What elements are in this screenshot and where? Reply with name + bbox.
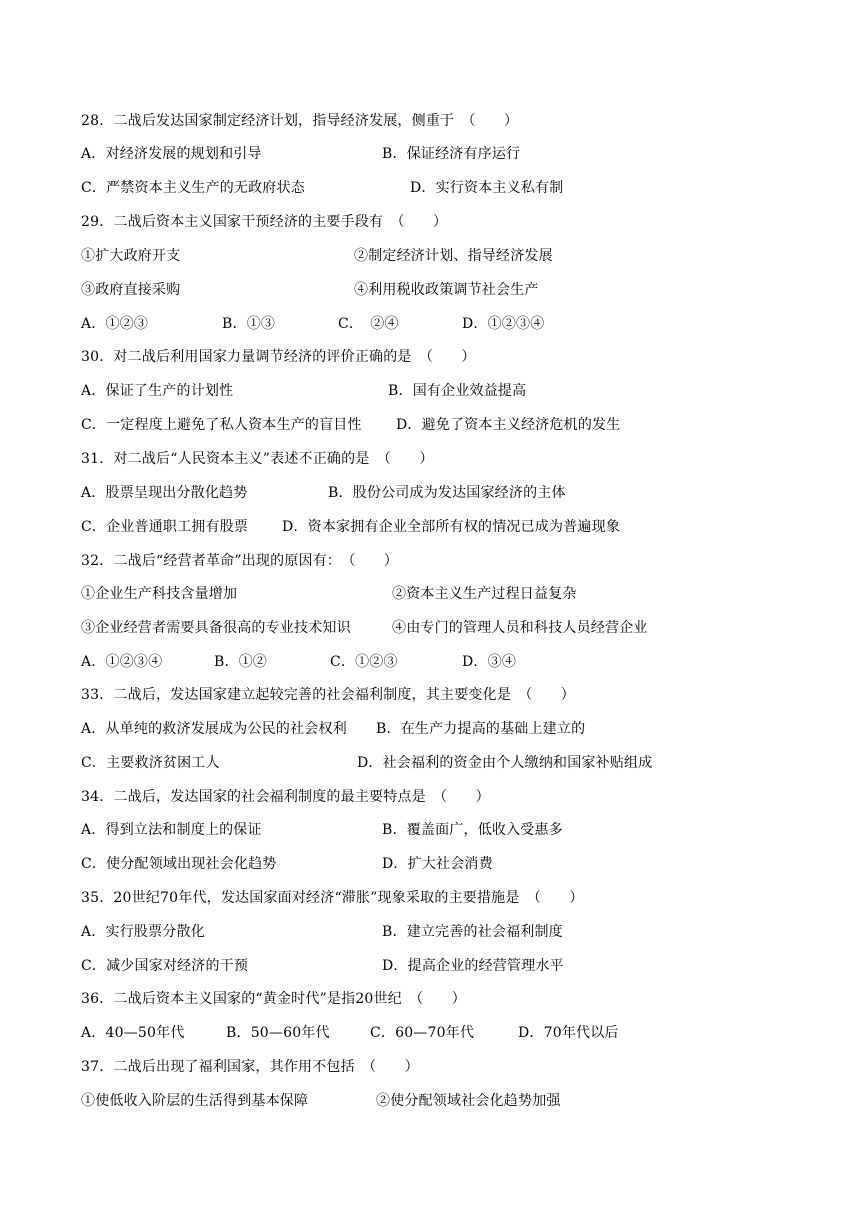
option-a: A．①②③④ <box>81 654 163 670</box>
option-d: D．社会福利的资金由个人缴纳和国家补贴组成 <box>357 755 653 771</box>
item-2: ②资本主义生产过程日益复杂 <box>392 586 577 602</box>
option-b: B．①③ <box>222 316 276 332</box>
option-b: B．50—60年代 <box>226 1025 330 1041</box>
option-a: A．得到立法和制度上的保证 <box>81 822 262 838</box>
option-a: A．保证了生产的计划性 <box>81 383 234 399</box>
question-33-stem: 33．二战后，发达国家建立起较完善的社会福利制度，其主要变化是 （ ） <box>81 687 576 703</box>
option-d: D．资本家拥有企业全部所有权的情况已成为普遍现象 <box>282 519 621 535</box>
option-a: A．①②③ <box>81 316 149 332</box>
question-37-stem: 37．二战后出现了福利国家，其作用不包括 （ ） <box>81 1059 419 1075</box>
question-29-stem: 29．二战后资本主义国家干预经济的主要手段有 （ ） <box>81 214 448 230</box>
question-31-stem: 31．对二战后“人民资本主义”表述不正确的是 （ ） <box>81 451 434 467</box>
option-d: D．扩大社会消费 <box>382 856 493 872</box>
option-c: C．使分配领域出现社会化趋势 <box>81 856 277 872</box>
option-b: B．保证经济有序运行 <box>382 146 521 162</box>
item-4: ④由专门的管理人员和科技人员经营企业 <box>392 620 648 636</box>
item-1: ①企业生产科技含量增加 <box>81 586 238 602</box>
option-c: C．严禁资本主义生产的无政府状态 <box>81 180 305 196</box>
question-36-stem: 36．二战后资本主义国家的“黄金时代”是指20世纪 （ ） <box>81 991 466 1007</box>
option-d: D．避免了资本主义经济危机的发生 <box>396 417 621 433</box>
question-35-stem: 35．20世纪70年代，发达国家面对经济“滞胀”现象采取的主要措施是 （ ） <box>81 890 584 906</box>
option-a: A．对经济发展的规划和引导 <box>81 146 262 162</box>
item-2: ②制定经济计划、指导经济发展 <box>354 248 553 264</box>
option-c: C．60—70年代 <box>370 1025 475 1041</box>
option-a: A．从单纯的救济发展成为公民的社会权利 <box>81 721 347 737</box>
option-b: B．国有企业效益提高 <box>388 383 527 399</box>
option-d: D．提高企业的经营管理水平 <box>382 958 564 974</box>
option-b: B．①② <box>214 654 268 670</box>
item-3: ③政府直接采购 <box>81 282 181 298</box>
item-2: ②使分配领域社会化趋势加强 <box>376 1093 561 1109</box>
option-c: C．①②③ <box>330 654 398 670</box>
option-b: B．覆盖面广，低收入受惠多 <box>382 822 563 838</box>
question-30-stem: 30．对二战后利用国家力量调节经济的评价正确的是 （ ） <box>81 349 476 365</box>
option-b: B．在生产力提高的基础上建立的 <box>376 721 586 737</box>
option-d: D．实行资本主义私有制 <box>410 180 564 196</box>
question-34-stem: 34．二战后，发达国家的社会福利制度的最主要特点是 （ ） <box>81 789 490 805</box>
option-d: D．③④ <box>462 654 517 670</box>
item-3: ③企业经营者需要具备很高的专业技术知识 <box>81 620 351 636</box>
question-32-stem: 32．二战后“经营者革命”出现的原因有： （ ） <box>81 553 399 569</box>
option-c: C．减少国家对经济的干预 <box>81 958 249 974</box>
option-b: B．建立完善的社会福利制度 <box>382 924 563 940</box>
option-d: D．70年代以后 <box>518 1025 619 1041</box>
option-a: A．实行股票分散化 <box>81 924 205 940</box>
question-28-stem: 28．二战后发达国家制定经济计划，指导经济发展，侧重于 （ ） <box>81 113 519 129</box>
item-4: ④利用税收政策调节社会生产 <box>354 282 539 298</box>
option-a: A．股票呈现出分散化趋势 <box>81 485 248 501</box>
option-c: C．主要救济贫困工人 <box>81 755 220 771</box>
option-a: A．40—50年代 <box>81 1025 185 1041</box>
option-c: C．一定程度上避免了私人资本生产的盲目性 <box>81 417 362 433</box>
option-c: C． ②④ <box>338 316 399 332</box>
option-c: C．企业普通职工拥有股票 <box>81 519 249 535</box>
item-1: ①使低收入阶层的生活得到基本保障 <box>81 1093 309 1109</box>
option-d: D．①②③④ <box>462 316 545 332</box>
option-b: B．股份公司成为发达国家经济的主体 <box>328 485 566 501</box>
item-1: ①扩大政府开支 <box>81 248 181 264</box>
